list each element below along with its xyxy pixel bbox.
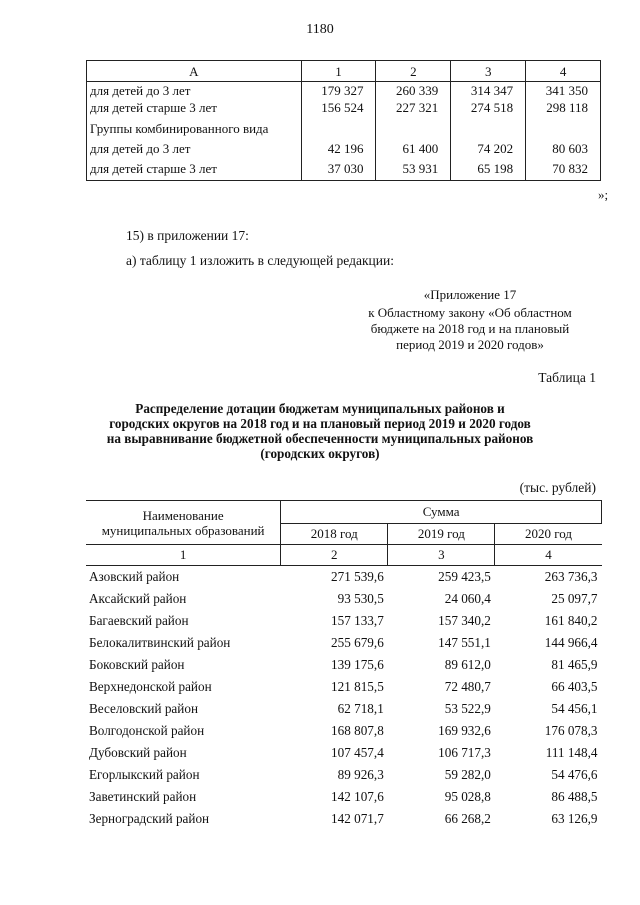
table-label: Таблица 1 [538, 370, 596, 385]
appendix-line: «Приложение 17 [423, 287, 517, 302]
cell-value: 179 327 [301, 82, 376, 100]
amount-cell: 62 718,1 [337, 701, 384, 716]
header-municipality [86, 501, 281, 545]
row-name: для детей старше 3 лет [87, 157, 302, 181]
amount-cell: 93 530,5 [337, 591, 384, 606]
cell-value [526, 116, 601, 137]
table-row [87, 99, 601, 116]
municipality-name: Заветинский район [89, 789, 197, 804]
document-title [80, 401, 560, 461]
amount-cell: 66 268,2 [444, 811, 491, 826]
cell-value: 70 832 [526, 157, 601, 181]
amount-cell: 168 807,8 [331, 723, 384, 738]
amount-cell: 271 539,6 [331, 569, 384, 584]
amount-cell: 176 078,3 [544, 723, 598, 738]
row-name: для детей старше 3 лет [87, 99, 302, 116]
paragraph-item-15: 15) в приложении 17: [126, 228, 249, 243]
municipality-name: Зерноградский район [89, 811, 210, 826]
amount-cell: 89 926,3 [337, 767, 384, 782]
header-cell: А [87, 61, 302, 82]
amount-cell: 157 340,2 [438, 613, 491, 628]
cell-value: 80 603 [526, 137, 601, 157]
title-line: Распределение дотации бюджетам муниципальных районов и [135, 401, 505, 416]
table-row [86, 654, 602, 676]
amount-cell: 161 840,2 [544, 613, 598, 628]
row-name: для детей до 3 лет [87, 137, 302, 157]
table-row [87, 157, 601, 181]
table-row [86, 676, 602, 698]
table-row [86, 588, 602, 610]
amount-cell: 81 465,9 [551, 657, 598, 672]
amount-cell: 111 148,4 [545, 745, 598, 760]
appendix-line: бюджете на 2018 год и на плановый [370, 321, 570, 336]
amount-cell: 54 476,6 [551, 767, 598, 782]
cell-value: 42 196 [301, 137, 376, 157]
amount-cell: 144 966,4 [544, 635, 598, 650]
table-row [86, 742, 602, 764]
amount-cell: 106 717,3 [438, 745, 491, 760]
municipality-name: Веселовский район [89, 701, 198, 716]
municipality-name: Багаевский район [89, 613, 189, 628]
municipality-name: Азовский район [89, 569, 180, 584]
amount-cell: 72 480,7 [444, 679, 491, 694]
header-name-line: Наименование [142, 507, 224, 523]
amount-cell: 147 551,1 [438, 635, 491, 650]
table-row [86, 566, 602, 589]
header-cell: 1 [301, 61, 376, 82]
appendix-line: к Областному закону «Об областном [368, 305, 572, 320]
amount-cell: 121 815,5 [331, 679, 384, 694]
title-line: на выравнивание бюджетной обеспеченности муниципальных районов [106, 431, 534, 446]
table-row [86, 720, 602, 742]
amount-cell: 255 679,6 [331, 635, 384, 650]
municipality-name: Дубовский район [89, 745, 187, 760]
amount-cell: 259 423,5 [438, 569, 491, 584]
units-label: (тыс. рублей) [519, 480, 596, 495]
municipality-name: Егорлыкский район [89, 767, 200, 782]
cell-value: 260 339 [376, 82, 451, 100]
row-name: Группы комбинированного вида [87, 116, 302, 137]
continuation-table [86, 60, 601, 181]
cell-value: 156 524 [301, 99, 376, 116]
table-row [86, 808, 602, 830]
cell-value [451, 116, 526, 137]
header-cell: 3 [451, 61, 526, 82]
cell-value: 274 518 [451, 99, 526, 116]
amount-cell: 263 736,3 [544, 569, 598, 584]
header-name-line: муниципальных образований [101, 522, 265, 538]
amount-cell: 139 175,6 [331, 657, 384, 672]
cell-value: 61 400 [376, 137, 451, 157]
municipality-name: Верхнедонской район [89, 679, 212, 694]
table-row [87, 116, 601, 137]
table-row [87, 137, 601, 157]
table-row [86, 632, 602, 654]
municipality-name: Белокалитвинский район [89, 635, 231, 650]
title-line: городских округов на 2018 год и на плановый период 2019 и 2020 годов [109, 416, 531, 431]
table-row [86, 764, 602, 786]
amount-cell: 54 456,1 [551, 701, 598, 716]
amount-cell: 89 612,0 [444, 657, 491, 672]
amount-cell: 63 126,9 [551, 811, 598, 826]
amount-cell: 169 932,6 [438, 723, 491, 738]
amount-cell: 142 107,6 [331, 789, 384, 804]
amount-cell: 53 522,9 [444, 701, 491, 716]
municipality-name: Боковский район [89, 657, 185, 672]
cell-value: 37 030 [301, 157, 376, 181]
table-row [86, 698, 602, 720]
table-row [86, 786, 602, 808]
header-cell: 4 [526, 61, 601, 82]
column-number: 2 [281, 545, 388, 566]
paragraph-item-a: а) таблицу 1 изложить в следующей редакции: [126, 253, 394, 268]
page-number: 1180 [306, 22, 334, 37]
cell-value: 53 931 [376, 157, 451, 181]
header-cell: 2 [376, 61, 451, 82]
amount-cell: 95 028,8 [444, 789, 491, 804]
table-row [86, 610, 602, 632]
header-year: 2018 год [281, 524, 388, 545]
cell-value: 341 350 [526, 82, 601, 100]
municipality-name: Аксайский район [89, 591, 187, 606]
amount-cell: 66 403,5 [551, 679, 598, 694]
amount-cell: 107 457,4 [331, 745, 384, 760]
title-line: (городских округов) [260, 446, 380, 461]
column-number: 1 [86, 545, 281, 566]
cell-value: 314 347 [451, 82, 526, 100]
header-year: 2020 год [495, 524, 602, 545]
amount-cell: 142 071,7 [331, 811, 384, 826]
table-row [87, 82, 601, 100]
column-number: 4 [495, 545, 602, 566]
appendix-header [310, 287, 630, 353]
column-number: 3 [388, 545, 495, 566]
amount-cell: 86 488,5 [551, 789, 598, 804]
cell-value [301, 116, 376, 137]
cell-value: 298 118 [526, 99, 601, 116]
cell-value: 74 202 [451, 137, 526, 157]
cell-value [376, 116, 451, 137]
cell-value: 65 198 [451, 157, 526, 181]
amount-cell: 25 097,7 [551, 591, 598, 606]
header-year: 2019 год [388, 524, 495, 545]
municipality-name: Волгодонской район [89, 723, 205, 738]
amount-cell: 59 282,0 [444, 767, 491, 782]
header-sum: Сумма [281, 501, 602, 524]
row-name: для детей до 3 лет [87, 82, 302, 100]
cell-value: 227 321 [376, 99, 451, 116]
column-number-row [86, 545, 602, 566]
appendix-line: период 2019 и 2020 годов» [396, 337, 544, 352]
amount-cell: 157 133,7 [331, 613, 384, 628]
table-header-row [87, 61, 601, 82]
table-closing-mark: »; [598, 187, 609, 202]
amount-cell: 24 060,4 [444, 591, 491, 606]
subsidy-table [86, 500, 602, 830]
